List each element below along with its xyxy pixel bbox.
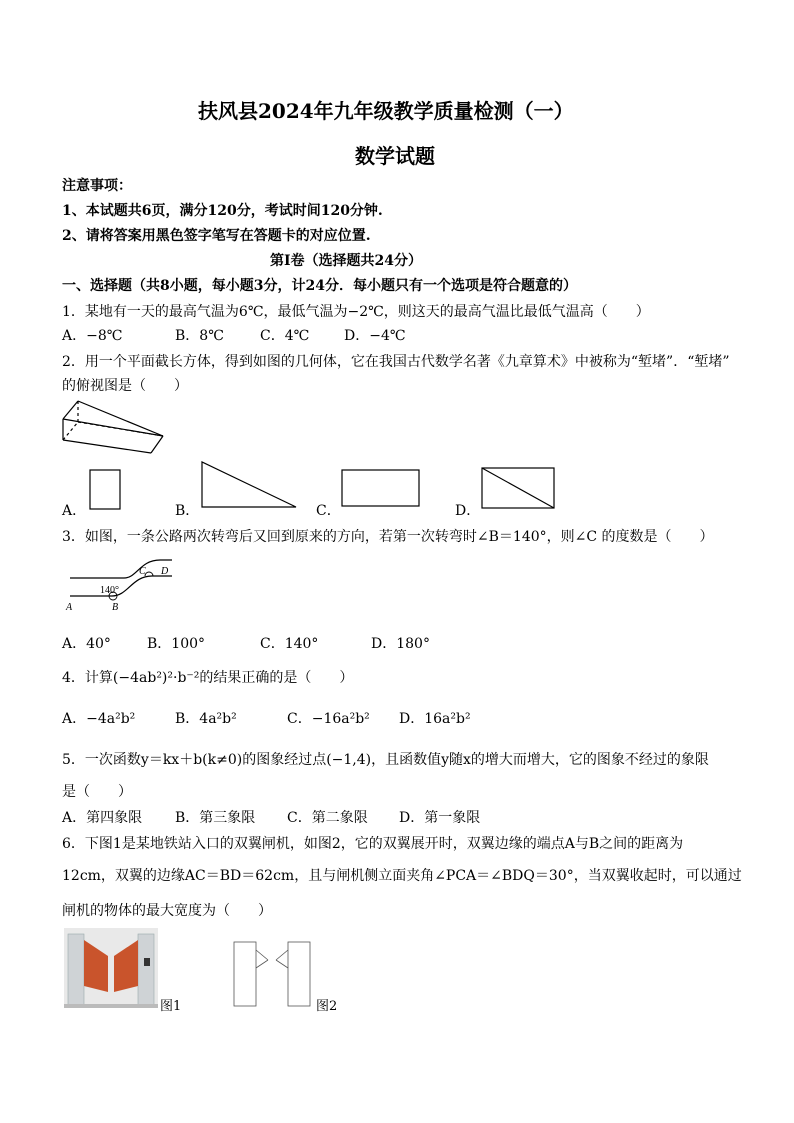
question-3-stem: 3．如图，一条公路两次转弯后又回到原来的方向，若第一次转弯时∠B＝140°，则∠C 的度数是（ ） xyxy=(62,529,714,545)
exam-title: 扶风县2024年九年级教学质量检测（一） xyxy=(198,99,574,123)
notice-item-1: 1、本试题共6页，满分120分，考试时间120分钟. xyxy=(62,203,383,219)
q2-option-a[interactable]: A． xyxy=(62,503,87,519)
question-2-stem-cont: 的俯视图是（ ） xyxy=(62,378,188,394)
figure-1-label: 图1 xyxy=(160,999,182,1014)
q2-option-c[interactable]: C． xyxy=(316,503,341,519)
q5-option-b[interactable]: B．第三象限 xyxy=(175,810,256,826)
section-heading: 一、选择题（共8小题，每小题3分，计24分．每小题只有一个选项是符合题意的） xyxy=(62,278,577,294)
notice-heading: 注意事项： xyxy=(62,178,132,194)
q5-option-a[interactable]: A．第四象限 xyxy=(62,810,143,826)
road-label-a: A xyxy=(66,602,73,613)
subject-title: 数学试题 xyxy=(355,144,435,168)
q2-option-a-figure xyxy=(88,468,124,512)
volume-heading: 第Ⅰ卷（选择题共24分） xyxy=(270,253,423,269)
q5-option-d[interactable]: D．第一象限 xyxy=(399,810,481,826)
q3-option-b[interactable]: B．100° xyxy=(147,636,206,652)
q5-option-c[interactable]: C．第二象限 xyxy=(287,810,368,826)
gate-photo xyxy=(64,928,158,1008)
road-label-d: D xyxy=(161,566,169,577)
q1-option-b[interactable]: B．8℃ xyxy=(175,328,224,344)
q3-option-d[interactable]: D．180° xyxy=(371,636,430,652)
road-figure xyxy=(62,550,182,620)
q2-option-d[interactable]: D． xyxy=(455,503,481,519)
question-2-stem: 2．用一个平面截长方体，得到如图的几何体，它在我国古代数学名著《九章算术》中被称为“堑堵”．“堑堵” xyxy=(62,354,730,370)
road-label-c: C xyxy=(139,566,146,577)
q3-option-a[interactable]: A．40° xyxy=(62,636,111,652)
q1-option-d[interactable]: D．−4℃ xyxy=(344,328,406,344)
q2-option-d-figure xyxy=(480,466,558,512)
notice-item-2: 2、请将答案用黑色签字笔写在答题卡的对应位置. xyxy=(62,228,371,244)
q4-option-d[interactable]: D．16a²b² xyxy=(399,711,471,727)
gate-diagram xyxy=(230,938,314,1010)
prism-figure xyxy=(60,398,170,458)
question-6-stem-cont-2: 闸机的物体的最大宽度为（ ） xyxy=(62,903,272,919)
q4-option-b[interactable]: B．4a²b² xyxy=(175,711,237,727)
q2-option-b[interactable]: B． xyxy=(175,503,200,519)
question-6-stem: 6．下图1是某地铁站入口的双翼闸机，如图2，它的双翼展开时，双翼边缘的端点A与B之间的距离为 xyxy=(62,836,684,852)
road-label-angle: 140° xyxy=(100,585,119,596)
q3-option-c[interactable]: C．140° xyxy=(260,636,319,652)
question-1-stem: 1．某地有一天的最高气温为6℃，最低气温为−2℃，则这天的最高气温比最低气温高（ ） xyxy=(62,304,650,320)
question-5-stem-cont: 是（ ） xyxy=(62,784,132,800)
road-label-b: B xyxy=(112,602,119,613)
question-5-stem: 5．一次函数y＝kx＋b(k≠0)的图象经过点(−1,4)，且函数值y随x的增大而增大，它的图象不经过的象限 xyxy=(62,752,709,768)
q2-option-c-figure xyxy=(340,468,422,510)
q1-option-c[interactable]: C．4℃ xyxy=(260,328,310,344)
q4-option-a[interactable]: A．−4a²b² xyxy=(62,711,136,727)
figure-2-label: 图2 xyxy=(316,999,338,1014)
q2-option-b-figure xyxy=(200,460,300,510)
question-6-stem-cont-1: 12cm，双翼的边缘AC＝BD＝62cm，且与闸机侧立面夹角∠PCA＝∠BDQ＝30°，当双翼收起时，可以通过 xyxy=(62,868,742,884)
question-4-stem: 4．计算(−4ab²)²·b⁻²的结果正确的是（ ） xyxy=(62,670,354,686)
q1-option-a[interactable]: A．−8℃ xyxy=(62,328,123,344)
q4-option-c[interactable]: C．−16a²b² xyxy=(287,711,370,727)
